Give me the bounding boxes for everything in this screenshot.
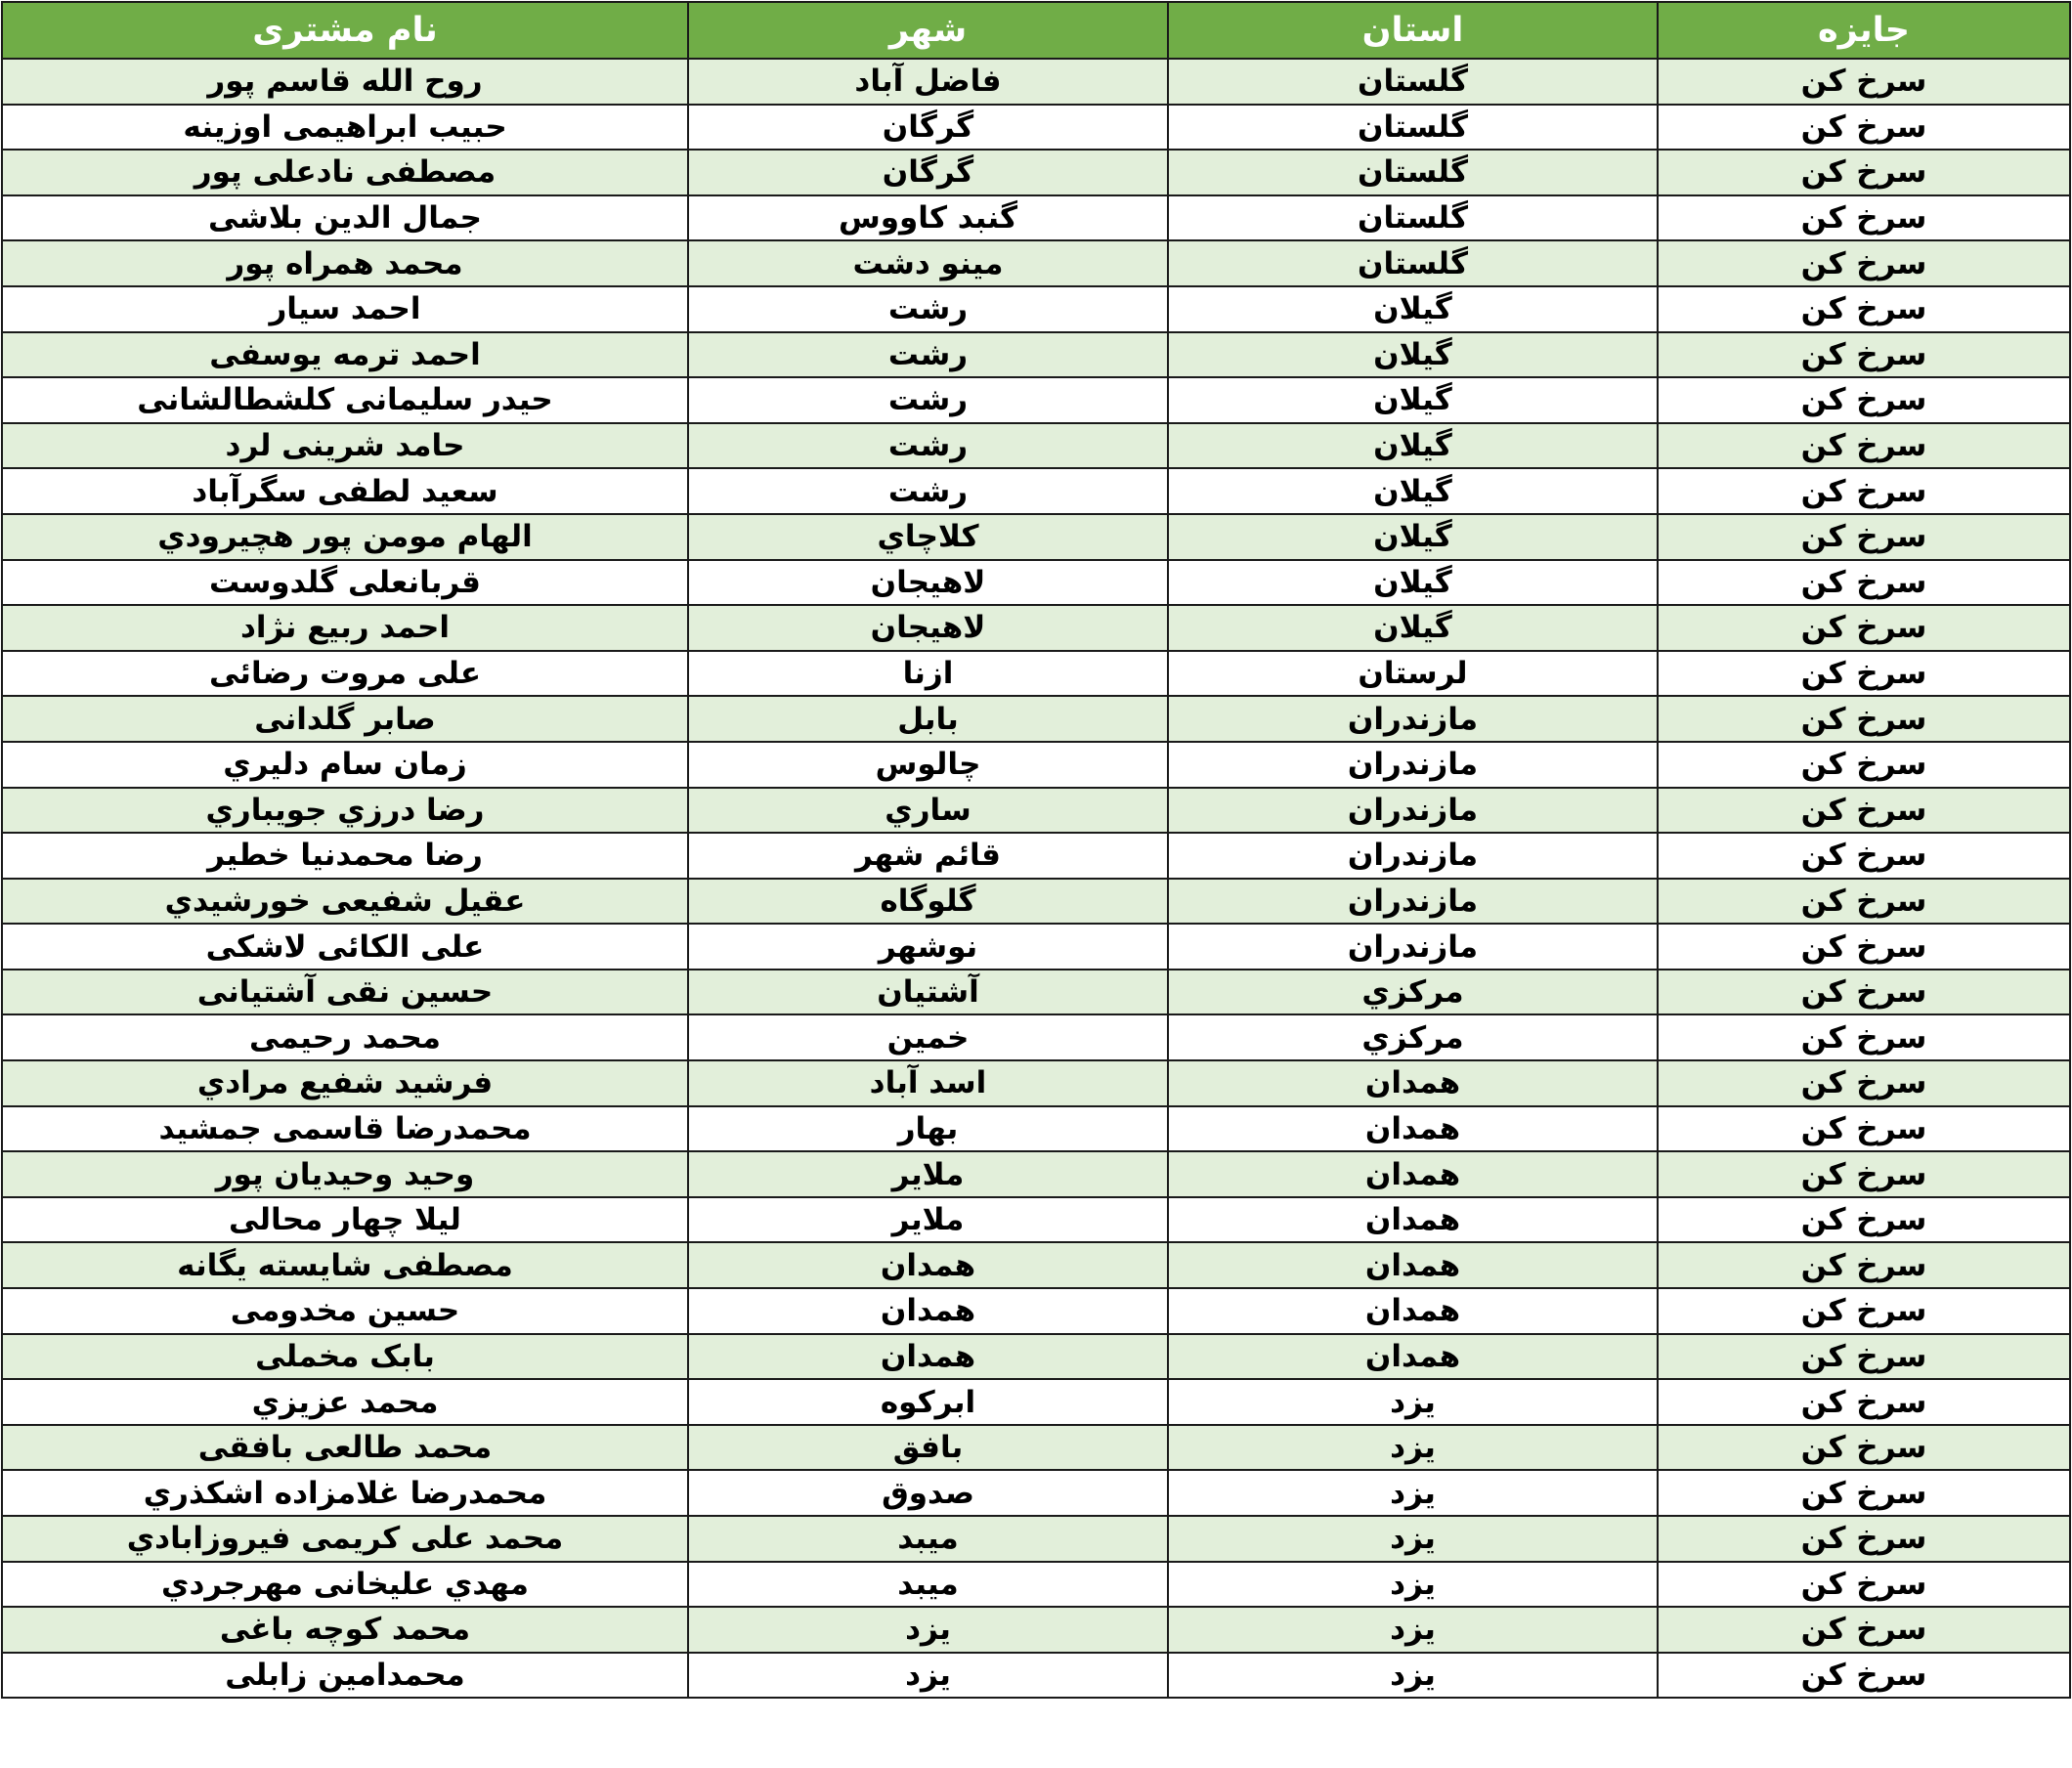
cell-customer-name: احمد سیار [2, 286, 688, 332]
cell-prize: سرخ کن [1658, 1470, 2070, 1516]
cell-prize: سرخ کن [1658, 286, 2070, 332]
cell-province: گیلان [1168, 286, 1658, 332]
table-row [2, 468, 2070, 514]
table-row [2, 742, 2070, 788]
cell-province: مازندران [1168, 788, 1658, 834]
cell-customer-name: علی مروت رضائی [2, 651, 688, 697]
cell-prize: سرخ کن [1658, 1607, 2070, 1653]
cell-customer-name: حسین مخدومی [2, 1288, 688, 1334]
cell-prize: سرخ کن [1658, 788, 2070, 834]
cell-city: آشتیان [688, 970, 1168, 1015]
column-header-city: شهر [688, 2, 1168, 59]
cell-province: گلستان [1168, 105, 1658, 151]
cell-province: مرکزي [1168, 970, 1658, 1015]
cell-customer-name: سعید لطفی سگرآباد [2, 468, 688, 514]
table-row [2, 1106, 2070, 1152]
cell-prize: سرخ کن [1658, 1014, 2070, 1060]
cell-prize: سرخ کن [1658, 651, 2070, 697]
table-row [2, 1516, 2070, 1562]
cell-prize: سرخ کن [1658, 970, 2070, 1015]
cell-province: همدان [1168, 1242, 1658, 1288]
column-header-province: استان [1168, 2, 1658, 59]
cell-province: مازندران [1168, 833, 1658, 879]
table-row [2, 924, 2070, 970]
table-row [2, 879, 2070, 925]
cell-city: فاضل آباد [688, 59, 1168, 105]
cell-prize: سرخ کن [1658, 332, 2070, 378]
cell-city: خمین [688, 1014, 1168, 1060]
cell-city: همدان [688, 1288, 1168, 1334]
cell-customer-name: محمد کوچه باغی [2, 1607, 688, 1653]
winners-table [1, 1, 2071, 1699]
cell-city: بابل [688, 696, 1168, 742]
cell-customer-name: حسین نقی آشتیانی [2, 970, 688, 1015]
cell-prize: سرخ کن [1658, 150, 2070, 195]
cell-customer-name: احمد ربیع نژاد [2, 605, 688, 651]
cell-city: اسد آباد [688, 1060, 1168, 1106]
cell-prize: سرخ کن [1658, 468, 2070, 514]
cell-province: گیلان [1168, 514, 1658, 560]
cell-prize: سرخ کن [1658, 560, 2070, 606]
table-row [2, 1151, 2070, 1197]
cell-prize: سرخ کن [1658, 879, 2070, 925]
cell-prize: سرخ کن [1658, 1653, 2070, 1699]
cell-province: مرکزي [1168, 1014, 1658, 1060]
table-row [2, 514, 2070, 560]
cell-province: یزد [1168, 1516, 1658, 1562]
cell-prize: سرخ کن [1658, 1242, 2070, 1288]
cell-prize: سرخ کن [1658, 1106, 2070, 1152]
table-row [2, 1425, 2070, 1471]
cell-customer-name: مصطفی شایسته یگانه [2, 1242, 688, 1288]
cell-prize: سرخ کن [1658, 1562, 2070, 1608]
cell-city: رشت [688, 332, 1168, 378]
cell-customer-name: بابک مخملی [2, 1334, 688, 1380]
table-row [2, 696, 2070, 742]
cell-prize: سرخ کن [1658, 742, 2070, 788]
cell-prize: سرخ کن [1658, 105, 2070, 151]
cell-prize: سرخ کن [1658, 833, 2070, 879]
cell-customer-name: حیدر سلیمانی کلشطالشانی [2, 377, 688, 423]
cell-customer-name: فرشید شفیع مرادي [2, 1060, 688, 1106]
cell-province: گیلان [1168, 560, 1658, 606]
cell-province: گیلان [1168, 423, 1658, 469]
table-row [2, 1607, 2070, 1653]
cell-customer-name: عقیل شفیعی خورشیدي [2, 879, 688, 925]
cell-customer-name: لیلا چهار محالی [2, 1197, 688, 1243]
cell-customer-name: محمدامین زابلی [2, 1653, 688, 1699]
table-row [2, 105, 2070, 151]
cell-customer-name: محمد طالعی بافقی [2, 1425, 688, 1471]
cell-customer-name: قربانعلی گلدوست [2, 560, 688, 606]
table-row [2, 1653, 2070, 1699]
cell-province: مازندران [1168, 924, 1658, 970]
table-row [2, 332, 2070, 378]
cell-customer-name: محمدرضا غلامزاده اشکذري [2, 1470, 688, 1516]
cell-province: مازندران [1168, 696, 1658, 742]
cell-prize: سرخ کن [1658, 195, 2070, 241]
table-row [2, 1288, 2070, 1334]
cell-customer-name: مصطفی نادعلی پور [2, 150, 688, 195]
cell-customer-name: محمد علی کریمی فیروزابادي [2, 1516, 688, 1562]
table-row [2, 833, 2070, 879]
cell-city: ابرکوه [688, 1379, 1168, 1425]
cell-province: مازندران [1168, 879, 1658, 925]
cell-province: همدان [1168, 1060, 1658, 1106]
cell-province: همدان [1168, 1106, 1658, 1152]
cell-province: گیلان [1168, 605, 1658, 651]
cell-prize: سرخ کن [1658, 1379, 2070, 1425]
cell-province: لرستان [1168, 651, 1658, 697]
cell-customer-name: محمدرضا قاسمی جمشید [2, 1106, 688, 1152]
cell-prize: سرخ کن [1658, 377, 2070, 423]
cell-city: ملایر [688, 1151, 1168, 1197]
cell-province: گیلان [1168, 377, 1658, 423]
cell-city: بهار [688, 1106, 1168, 1152]
cell-customer-name: محمد رحیمی [2, 1014, 688, 1060]
table-row [2, 195, 2070, 241]
table-row [2, 240, 2070, 286]
cell-province: گیلان [1168, 468, 1658, 514]
cell-prize: سرخ کن [1658, 1516, 2070, 1562]
column-header-customer-name: نام مشتری [2, 2, 688, 59]
cell-province: مازندران [1168, 742, 1658, 788]
cell-city: چالوس [688, 742, 1168, 788]
cell-city: گرگان [688, 150, 1168, 195]
cell-customer-name: حبیب ابراهیمی اوزینه [2, 105, 688, 151]
cell-city: ملایر [688, 1197, 1168, 1243]
cell-city: مینو دشت [688, 240, 1168, 286]
cell-province: یزد [1168, 1470, 1658, 1516]
cell-province: یزد [1168, 1562, 1658, 1608]
cell-customer-name: رضا محمدنیا خطیر [2, 833, 688, 879]
cell-province: همدان [1168, 1151, 1658, 1197]
cell-customer-name: رضا درزي جویباري [2, 788, 688, 834]
cell-city: همدان [688, 1242, 1168, 1288]
cell-prize: سرخ کن [1658, 1197, 2070, 1243]
cell-customer-name: وحید وحیدیان پور [2, 1151, 688, 1197]
table-row [2, 423, 2070, 469]
cell-city: کلاچاي [688, 514, 1168, 560]
cell-city: رشت [688, 286, 1168, 332]
cell-city: گنبد کاووس [688, 195, 1168, 241]
cell-city: بافق [688, 1425, 1168, 1471]
cell-province: یزد [1168, 1379, 1658, 1425]
cell-prize: سرخ کن [1658, 924, 2070, 970]
cell-prize: سرخ کن [1658, 1334, 2070, 1380]
cell-prize: سرخ کن [1658, 514, 2070, 560]
cell-city: گلوگاه [688, 879, 1168, 925]
cell-province: گلستان [1168, 150, 1658, 195]
table-row [2, 605, 2070, 651]
cell-province: گلستان [1168, 240, 1658, 286]
cell-city: ازنا [688, 651, 1168, 697]
table-row [2, 1014, 2070, 1060]
cell-province: گلستان [1168, 195, 1658, 241]
table-row [2, 150, 2070, 195]
cell-prize: سرخ کن [1658, 1151, 2070, 1197]
cell-customer-name: محمد عزیزي [2, 1379, 688, 1425]
cell-province: یزد [1168, 1425, 1658, 1471]
cell-customer-name: علی الکائی لاشکی [2, 924, 688, 970]
cell-province: همدان [1168, 1197, 1658, 1243]
table-row [2, 1197, 2070, 1243]
cell-customer-name: الهام مومن پور هچیرودي [2, 514, 688, 560]
cell-city: رشت [688, 423, 1168, 469]
cell-customer-name: حامد شرینی لرد [2, 423, 688, 469]
cell-customer-name: صابر گلدانی [2, 696, 688, 742]
cell-customer-name: مهدي علیخانی مهرجردي [2, 1562, 688, 1608]
cell-city: میبد [688, 1516, 1168, 1562]
cell-province: یزد [1168, 1607, 1658, 1653]
table-row [2, 1562, 2070, 1608]
table-row [2, 1242, 2070, 1288]
cell-city: رشت [688, 468, 1168, 514]
table-row [2, 377, 2070, 423]
cell-customer-name: احمد ترمه یوسفی [2, 332, 688, 378]
cell-city: لاهیجان [688, 605, 1168, 651]
cell-province: همدان [1168, 1288, 1658, 1334]
cell-city: همدان [688, 1334, 1168, 1380]
table-row [2, 788, 2070, 834]
cell-prize: سرخ کن [1658, 423, 2070, 469]
table-row [2, 286, 2070, 332]
cell-prize: سرخ کن [1658, 1060, 2070, 1106]
table-row [2, 1379, 2070, 1425]
cell-prize: سرخ کن [1658, 240, 2070, 286]
column-header-prize: جایزه [1658, 2, 2070, 59]
table-row [2, 59, 2070, 105]
cell-city: یزد [688, 1653, 1168, 1699]
cell-prize: سرخ کن [1658, 605, 2070, 651]
cell-customer-name: زمان سام دلیري [2, 742, 688, 788]
cell-city: لاهیجان [688, 560, 1168, 606]
cell-city: یزد [688, 1607, 1168, 1653]
cell-prize: سرخ کن [1658, 1288, 2070, 1334]
table-row [2, 1334, 2070, 1380]
cell-customer-name: محمد همراه پور [2, 240, 688, 286]
cell-province: یزد [1168, 1653, 1658, 1699]
cell-province: گیلان [1168, 332, 1658, 378]
cell-province: همدان [1168, 1334, 1658, 1380]
table-row [2, 970, 2070, 1015]
cell-prize: سرخ کن [1658, 696, 2070, 742]
cell-city: نوشهر [688, 924, 1168, 970]
table-row [2, 1060, 2070, 1106]
table-header [2, 2, 2070, 59]
table-row [2, 1470, 2070, 1516]
table-row [2, 651, 2070, 697]
table-row [2, 560, 2070, 606]
cell-city: رشت [688, 377, 1168, 423]
cell-prize: سرخ کن [1658, 59, 2070, 105]
cell-city: صدوق [688, 1470, 1168, 1516]
cell-prize: سرخ کن [1658, 1425, 2070, 1471]
cell-city: قائم شهر [688, 833, 1168, 879]
table-body [2, 59, 2070, 1698]
header-row [2, 2, 2070, 59]
cell-city: گرگان [688, 105, 1168, 151]
cell-customer-name: روح الله قاسم پور [2, 59, 688, 105]
cell-city: میبد [688, 1562, 1168, 1608]
cell-province: گلستان [1168, 59, 1658, 105]
cell-customer-name: جمال الدین بلاشی [2, 195, 688, 241]
cell-city: ساري [688, 788, 1168, 834]
